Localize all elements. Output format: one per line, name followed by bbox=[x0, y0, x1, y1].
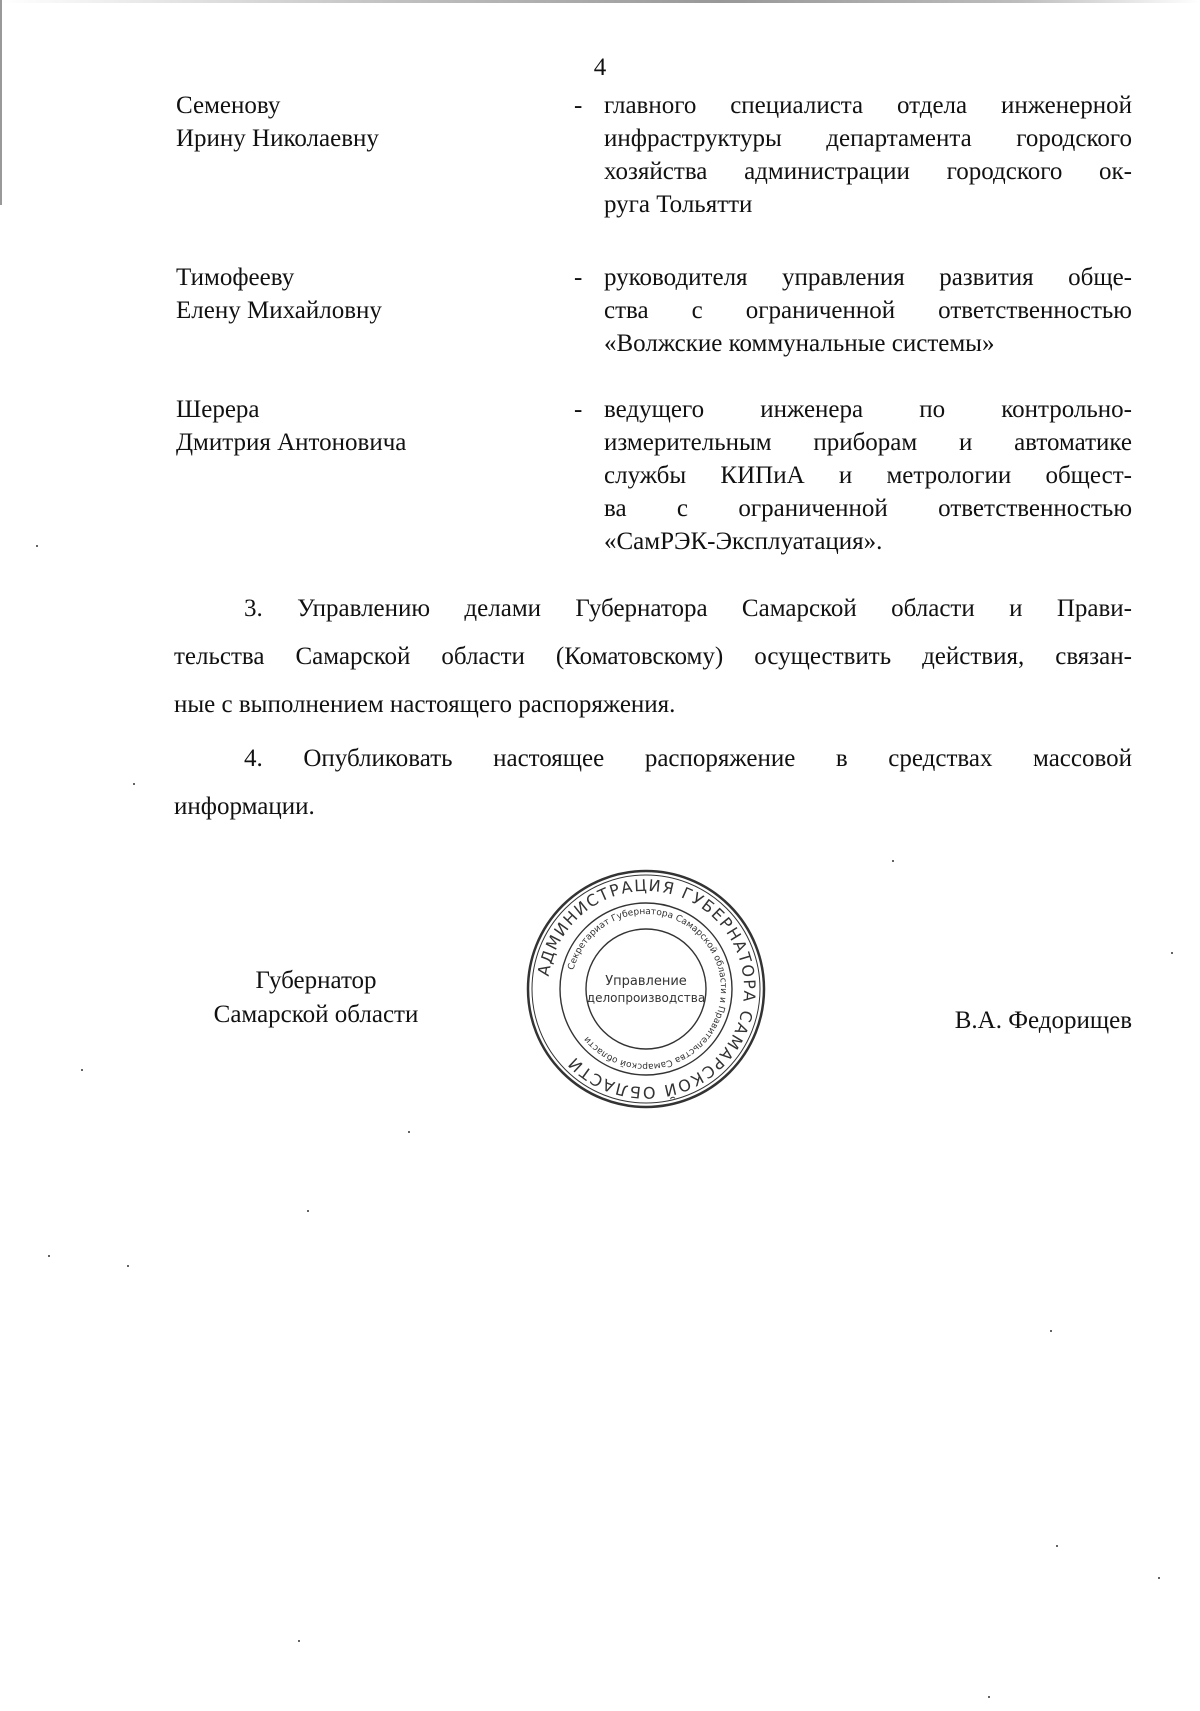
stamp-inner-ring bbox=[586, 929, 706, 1049]
scan-speck bbox=[892, 860, 894, 862]
stamp-center-line-1: Управление bbox=[605, 974, 687, 989]
scan-speck bbox=[81, 1069, 83, 1071]
scan-speck bbox=[1050, 1330, 1052, 1332]
scan-speck bbox=[36, 545, 38, 547]
scan-speck bbox=[1056, 1545, 1058, 1547]
page-number: 4 bbox=[593, 54, 607, 81]
stamp-outer-ring bbox=[528, 871, 764, 1107]
signatory-title: Губернатор Самарской области bbox=[213, 967, 419, 1028]
appointee-position: главного специалиста отдела инженерной инфраструктуры департамента городского хозяйства администрации городского ок- руга Тольятти bbox=[604, 92, 1132, 218]
scan-speck bbox=[988, 1696, 990, 1698]
scan-speck bbox=[408, 1131, 410, 1133]
dash: - bbox=[574, 92, 583, 119]
stamp-outer-text: АДМИНИСТРАЦИЯ ГУБЕРНАТОРА САМАРСКОЙ ОБЛАСТИ bbox=[533, 875, 760, 1103]
signatory-name: В.А. Федорищев bbox=[954, 1007, 1132, 1034]
scan-speck bbox=[133, 783, 135, 785]
stamp-inner-text: Секретариат Губернатора Самарской области и Правительства Самарской области bbox=[566, 906, 729, 1072]
scan-speck bbox=[1171, 952, 1173, 954]
scan-top-edge bbox=[0, 0, 1200, 3]
appointee-name: Тимофееву Елену Михайловну bbox=[176, 264, 382, 324]
appointee-name: Шерера Дмитрия Антоновича bbox=[176, 396, 407, 456]
scan-speck bbox=[1158, 1577, 1160, 1579]
scan-speck bbox=[307, 1210, 309, 1212]
scan-left-edge bbox=[0, 0, 2, 205]
official-stamp bbox=[523, 866, 769, 1112]
stamp-center-line-2: делопроизводства bbox=[586, 991, 706, 1005]
appointee-name: Семенову Ирину Николаевну bbox=[176, 92, 379, 152]
scan-speck bbox=[127, 1265, 129, 1267]
appointee-position: ведущего инженера по контрольно- измерительным приборам и автоматике службы КИПиА и метрологии общест- ва с ограниченной ответственностью «СамРЭК-Эксплуатация». bbox=[604, 396, 1132, 555]
paragraph-3: 3. Управлению делами Губернатора Самарской области и Прави- тельства Самарской области (Коматовскому) осуществить действия, связан- ные с выполнением настоящего распоряжения. bbox=[174, 595, 1132, 718]
appointee-position: руководителя управления развития обще- ства с ограниченной ответственностью «Волжские коммунальные системы» bbox=[604, 264, 1132, 357]
scan-speck bbox=[48, 1255, 50, 1257]
dash: - bbox=[574, 396, 583, 423]
paragraph-4: 4. Опубликовать настоящее распоряжение в средствах массовой информации. bbox=[174, 745, 1132, 820]
dash: - bbox=[574, 264, 583, 291]
scan-speck bbox=[298, 1640, 300, 1642]
